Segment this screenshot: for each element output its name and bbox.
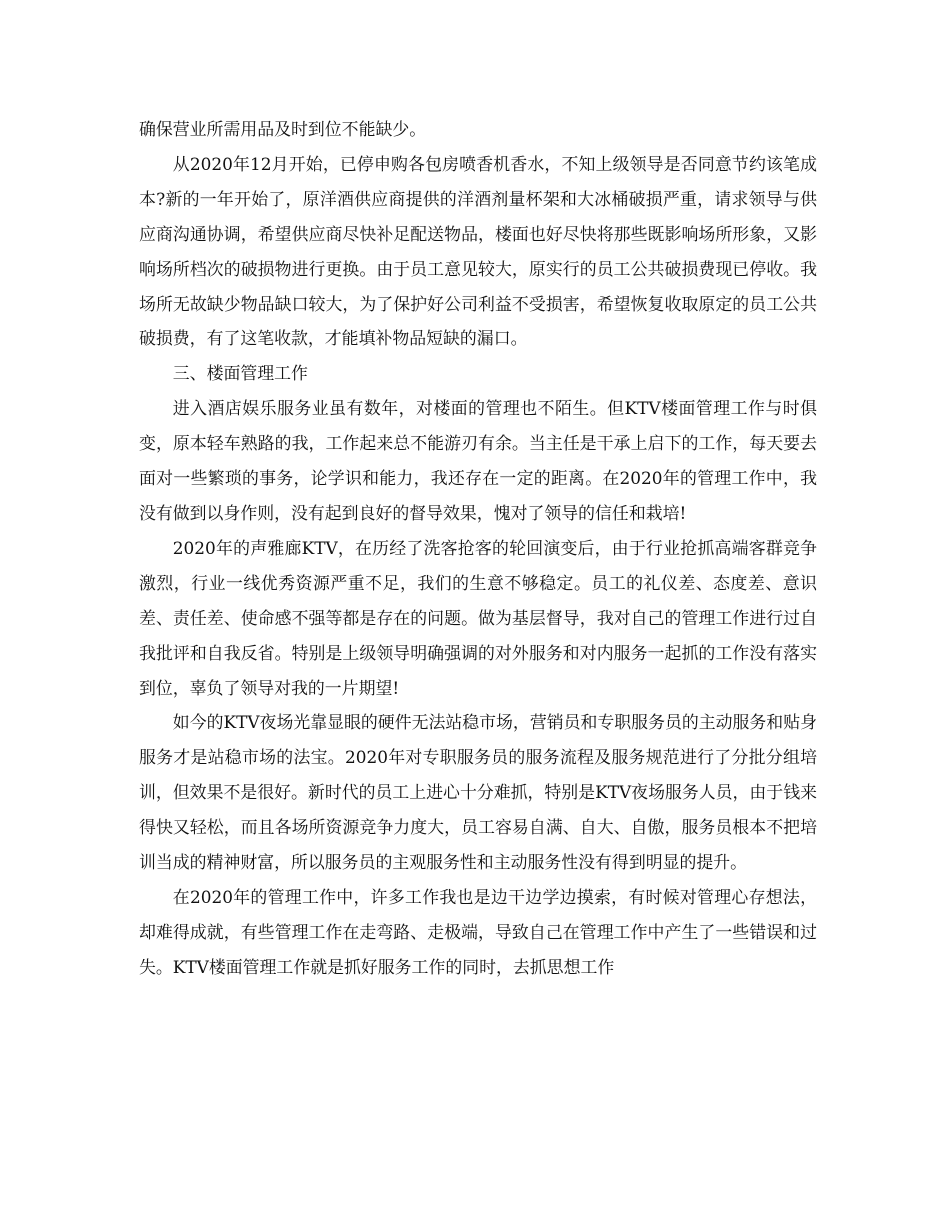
section-heading: 三、楼面管理工作 <box>172 363 308 384</box>
document-body <box>139 112 817 985</box>
paragraph-continuation: 确保营业所需用品及时到位不能缺少。 <box>139 119 427 139</box>
paragraph-management-intro: 进入酒店娱乐服务业虽有数年，对楼面的管理也不陌生。但KTV楼面管理工作与时俱变，原本轻车熟路的我，工作起来总不能游刃有余。当主任是干承上启下的工作，每天要去面对一些繁琐的事务，论学识和能力，我还存在一定的距离。在2020年的管理工作中，我没有做到以身作则，没有起到良好的督导效果，愧对了领导的信任和栽培! <box>139 398 817 523</box>
paragraph-supplies: 从2020年12月开始，已停申购各包房喷香机香水，不知上级领导是否同意节约该笔成本?新的一年开始了，原洋酒供应商提供的洋酒剂量杯架和大冰桶破损严重，请求领导与供应商沟通协调，希望供应商尽快补足配送物品，楼面也好尽快将那些既影响场所形象，又影响场所档次的破损物进行更换。由于员工意见较大，原实行的员工公共破损费现已停收。我场所无故缺少物品缺口较大，为了保护好公司利益不受损害，希望恢复收取原定的员工公共破损费，有了这笔收款，才能填补物品短缺的漏口。 <box>139 153 817 349</box>
paragraph-staff-training: 如今的KTV夜场光靠显眼的硬件无法站稳市场，营销员和专职服务员的主动服务和贴身服务才是站稳市场的法宝。2020年对专职服务员的服务流程及服务规范进行了分批分组培训，但效果不是很好。新时代的员工上进心十分难抓，特别是KTV夜场服务人员，由于钱来得快又轻松，而且各场所资源竞争力度大，员工容易自满、自大、自傲，服务员根本不把培训当成的精神财富，所以服务员的主观服务性和主动服务性没有得到明显的提升。 <box>139 712 817 873</box>
paragraph-management-reflection: 在2020年的管理工作中，许多工作我也是边干边学边摸索，有时候对管理心存想法，却难得成就，有些管理工作在走弯路、走极端，导致自己在管理工作中产生了一些错误和过失。KTV楼面管理工作就是抓好服务工作的同时，去抓思想工作 <box>139 886 817 977</box>
paragraph-ktv-2020: 2020年的声雅廊KTV，在历经了洗客抢客的轮回演变后，由于行业抢抓高端客群竞争激烈，行业一线优秀资源严重不足，我们的生意不够稳定。员工的礼仪差、态度差、意识差、责任差、使命感不强等都是存在的问题。做为基层督导，我对自己的管理工作进行过自我批评和自我反省。特别是上级领导明确强调的对外服务和对内服务一起抓的工作没有落实到位，辜负了领导对我的一片期望! <box>139 537 817 698</box>
